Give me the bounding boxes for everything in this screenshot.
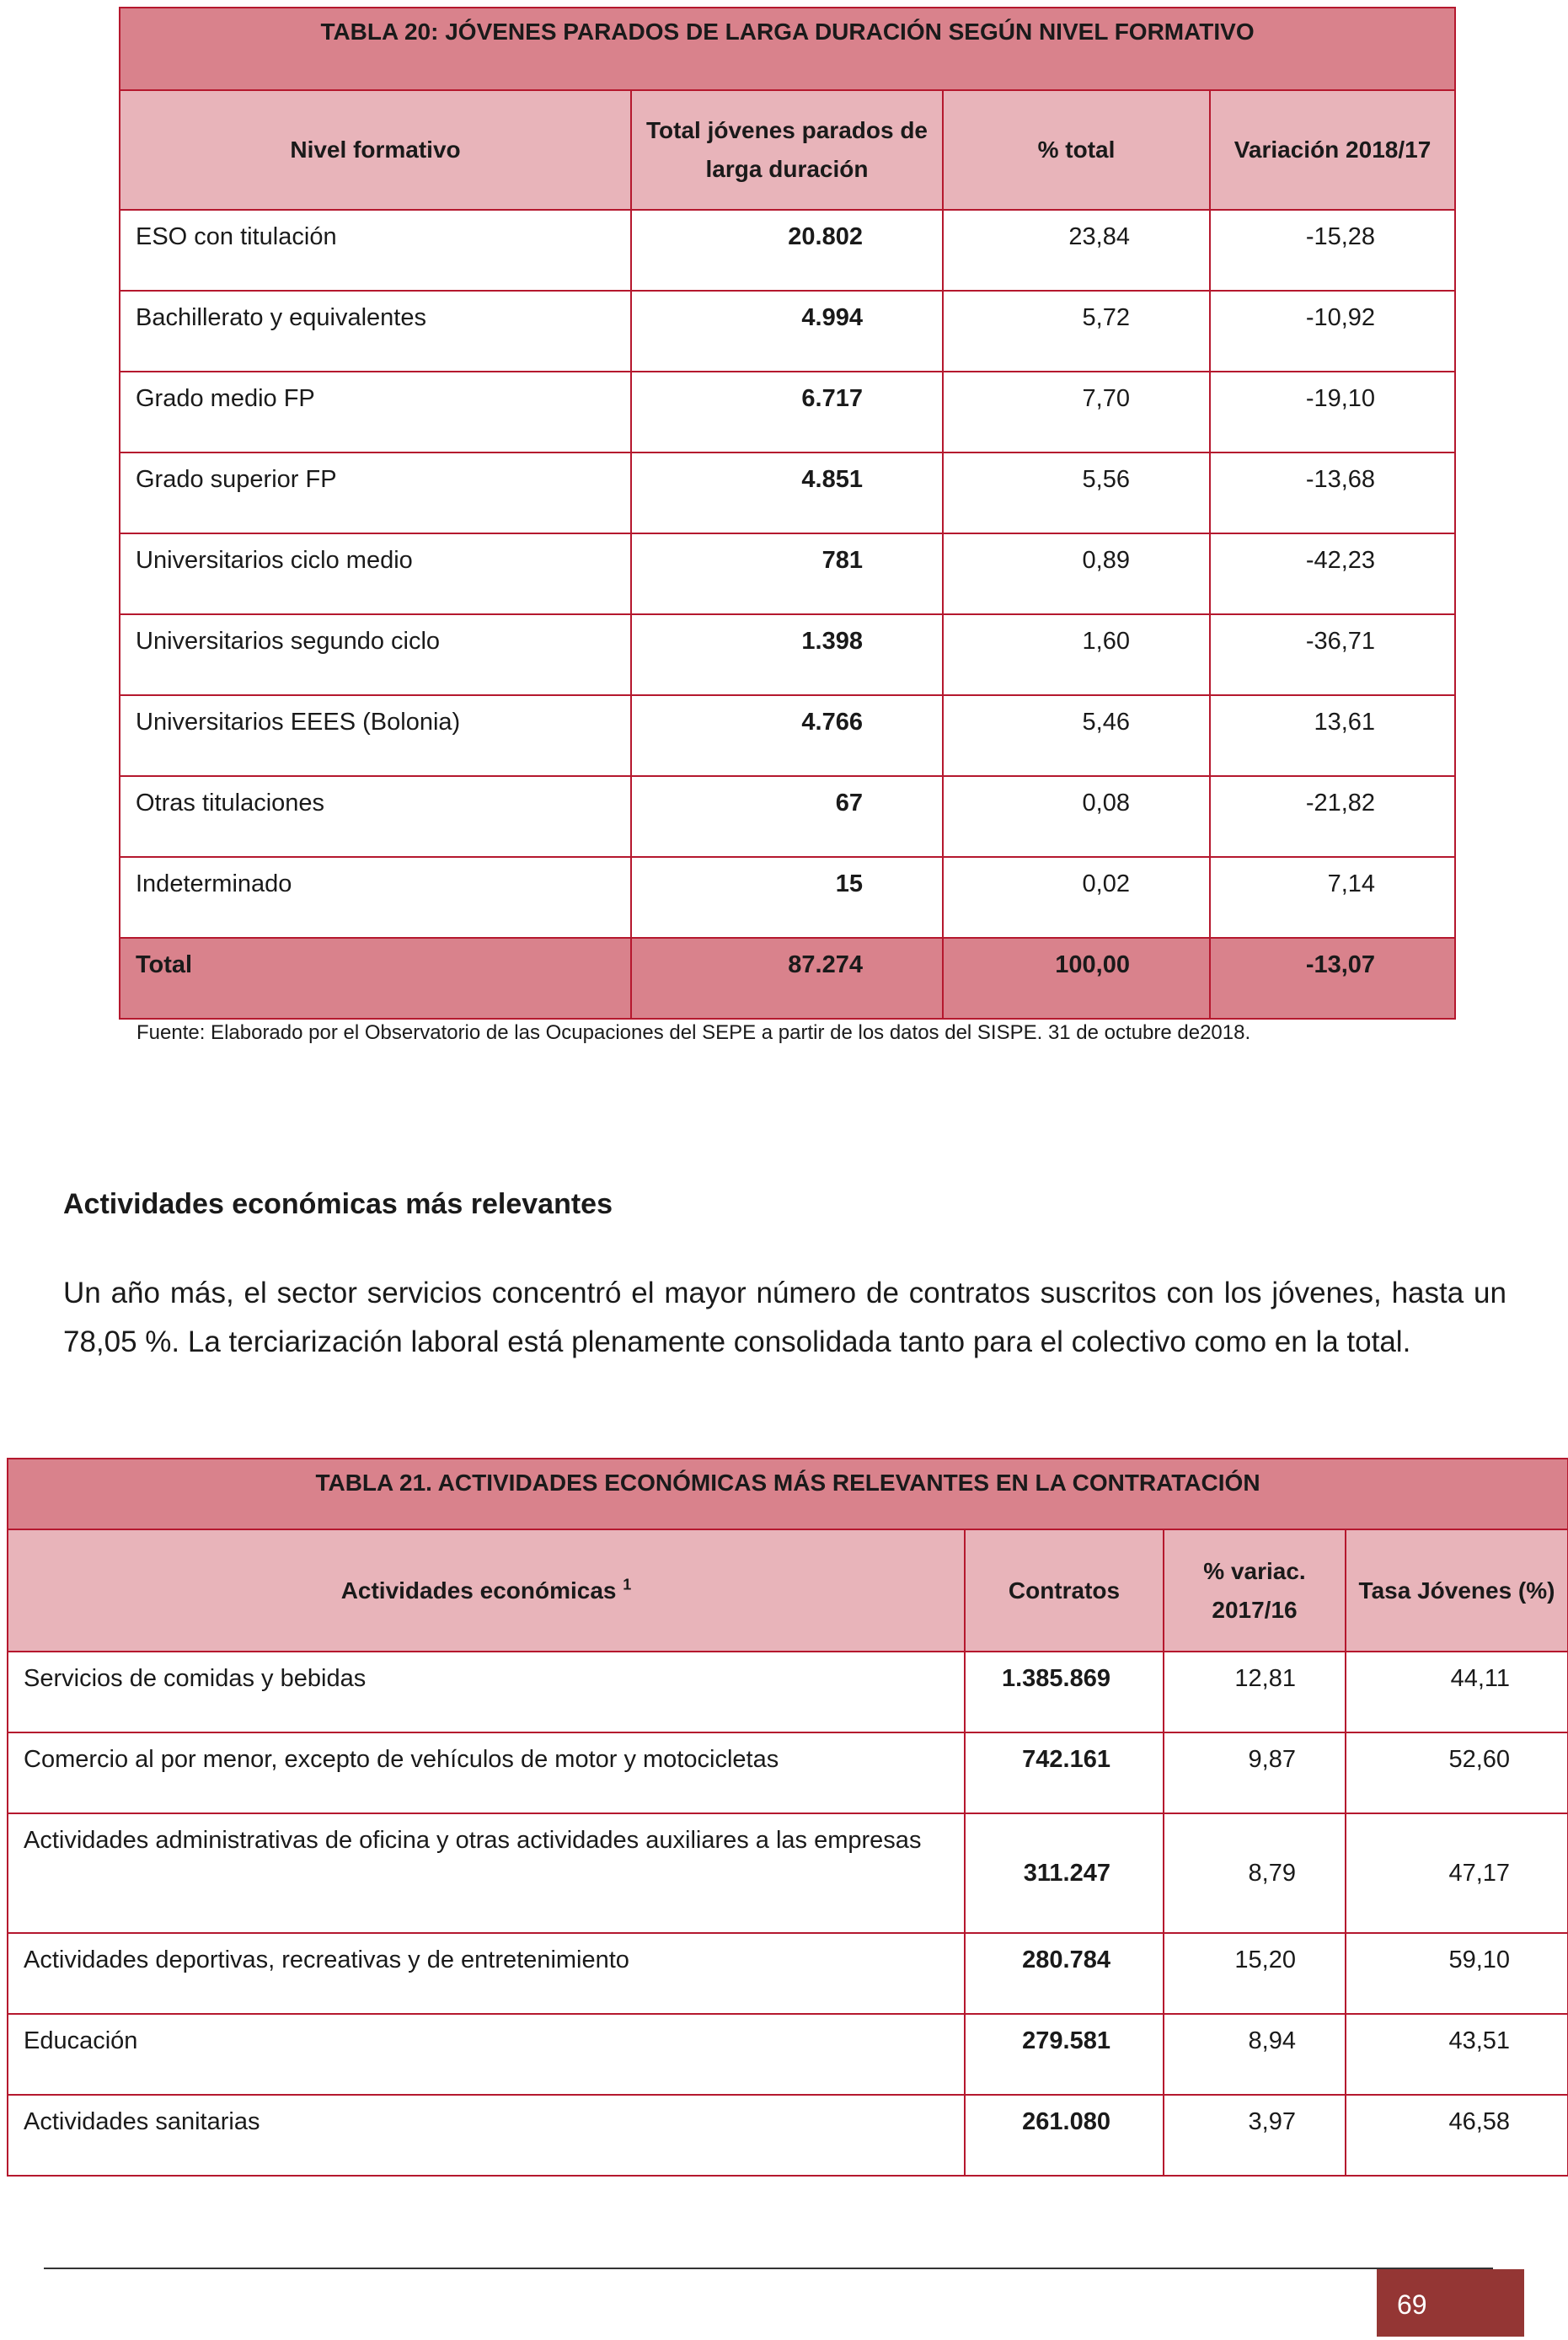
table-21-header-contratos: Contratos: [965, 1529, 1164, 1652]
table-row: [8, 2095, 1568, 2176]
row-pct: 1,60: [943, 614, 1210, 695]
row-total: 20.802: [631, 210, 943, 291]
table-21: [7, 1458, 1568, 2177]
row-pct: 0,08: [943, 776, 1210, 857]
table-row: [120, 857, 1455, 938]
table-row: [8, 1652, 1568, 1732]
row-pct: 0,02: [943, 857, 1210, 938]
row-contratos: 261.080: [965, 2095, 1164, 2176]
footnote-marker: 1: [623, 1576, 632, 1593]
row-contratos: 280.784: [965, 1933, 1164, 2014]
table-row: [120, 776, 1455, 857]
total-pct: 100,00: [943, 938, 1210, 1019]
row-pct: 5,72: [943, 291, 1210, 372]
table-row: [120, 533, 1455, 614]
row-variac: 8,79: [1164, 1813, 1346, 1933]
row-contratos: 279.581: [965, 2014, 1164, 2095]
table-21-header-actividades-label: Actividades económicas: [340, 1577, 617, 1604]
row-pct: 5,56: [943, 452, 1210, 533]
table-20-header-var: Variación 2018/17: [1210, 90, 1455, 210]
row-label: Grado superior FP: [120, 452, 631, 533]
table-20: [119, 7, 1456, 1020]
table-21-header-actividades: [8, 1529, 965, 1652]
row-pct: 7,70: [943, 372, 1210, 452]
row-variac: 9,87: [1164, 1732, 1346, 1813]
row-activity: Educación: [8, 2014, 965, 2095]
row-label: Indeterminado: [120, 857, 631, 938]
table-21-header-tasa: Tasa Jóvenes (%): [1346, 1529, 1568, 1652]
row-contratos: 742.161: [965, 1732, 1164, 1813]
row-label: Otras titulaciones: [120, 776, 631, 857]
section-heading: Actividades económicas más relevantes: [63, 1188, 613, 1220]
row-total: 15: [631, 857, 943, 938]
row-variation: -36,71: [1210, 614, 1455, 695]
row-total: 4.766: [631, 695, 943, 776]
row-label: Grado medio FP: [120, 372, 631, 452]
row-total: 6.717: [631, 372, 943, 452]
table-20-source: Fuente: Elaborado por el Observatorio de las Ocupaciones del SEPE a partir de los datos del SISPE. 31 de octubre de2018.: [136, 1021, 1251, 1044]
row-variation: 7,14: [1210, 857, 1455, 938]
table-row: [120, 210, 1455, 291]
row-contratos: 311.247: [965, 1813, 1164, 1933]
section-paragraph: Un año más, el sector servicios concentró el mayor número de contratos suscritos con los jóvenes, hasta un 78,05 %. La terciarización laboral está plenamente consolidada tanto para el colectivo como en la total.: [63, 1277, 1506, 1358]
row-label: Universitarios ciclo medio: [120, 533, 631, 614]
row-contratos: 1.385.869: [965, 1652, 1164, 1732]
row-total: 1.398: [631, 614, 943, 695]
table-20-header-total: Total jóvenes parados de larga duración: [631, 90, 943, 210]
table-row: [120, 614, 1455, 695]
table-row: [120, 372, 1455, 452]
row-variation: -15,28: [1210, 210, 1455, 291]
table-row: [8, 1933, 1568, 2014]
row-activity: Actividades administrativas de oficina y otras actividades auxiliares a las empresas: [8, 1813, 965, 1933]
row-label: Universitarios segundo ciclo: [120, 614, 631, 695]
total-value: 87.274: [631, 938, 943, 1019]
row-activity: Actividades sanitarias: [8, 2095, 965, 2176]
row-tasa: 46,58: [1346, 2095, 1568, 2176]
row-activity: Servicios de comidas y bebidas: [8, 1652, 965, 1732]
row-variation: -21,82: [1210, 776, 1455, 857]
row-variation: -42,23: [1210, 533, 1455, 614]
table-row: [8, 1732, 1568, 1813]
row-label: Universitarios EEES (Bolonia): [120, 695, 631, 776]
row-variac: 12,81: [1164, 1652, 1346, 1732]
row-label: Bachillerato y equivalentes: [120, 291, 631, 372]
row-pct: 5,46: [943, 695, 1210, 776]
page-number: 69: [1377, 2269, 1524, 2337]
row-variac: 15,20: [1164, 1933, 1346, 2014]
table-20-header-nivel: Nivel formativo: [120, 90, 631, 210]
row-variation: -13,68: [1210, 452, 1455, 533]
table-row: [8, 2014, 1568, 2095]
row-tasa: 44,11: [1346, 1652, 1568, 1732]
table-21-header-variac: % variac. 2017/16: [1164, 1529, 1346, 1652]
row-tasa: 59,10: [1346, 1933, 1568, 2014]
total-label: Total: [120, 938, 631, 1019]
table-row: [120, 452, 1455, 533]
row-tasa: 47,17: [1346, 1813, 1568, 1933]
row-tasa: 43,51: [1346, 2014, 1568, 2095]
row-variation: -19,10: [1210, 372, 1455, 452]
row-pct: 0,89: [943, 533, 1210, 614]
row-variation: 13,61: [1210, 695, 1455, 776]
table-total-row: [120, 938, 1455, 1019]
row-variac: 8,94: [1164, 2014, 1346, 2095]
row-activity: Actividades deportivas, recreativas y de entretenimiento: [8, 1933, 965, 2014]
total-variation: -13,07: [1210, 938, 1455, 1019]
row-variac: 3,97: [1164, 2095, 1346, 2176]
table-row: [120, 695, 1455, 776]
row-total: 781: [631, 533, 943, 614]
row-activity: Comercio al por menor, excepto de vehículos de motor y motocicletas: [8, 1732, 965, 1813]
row-pct: 23,84: [943, 210, 1210, 291]
row-tasa: 52,60: [1346, 1732, 1568, 1813]
row-variation: -10,92: [1210, 291, 1455, 372]
row-label: ESO con titulación: [120, 210, 631, 291]
row-total: 67: [631, 776, 943, 857]
table-row: [120, 291, 1455, 372]
row-total: 4.994: [631, 291, 943, 372]
footer-divider: [44, 2268, 1493, 2269]
table-row: [8, 1813, 1568, 1933]
table-21-title: TABLA 21. ACTIVIDADES ECONÓMICAS MÁS RELEVANTES EN LA CONTRATACIÓN: [8, 1459, 1568, 1529]
table-20-header-pct: % total: [943, 90, 1210, 210]
row-total: 4.851: [631, 452, 943, 533]
table-20-title: TABLA 20: JÓVENES PARADOS DE LARGA DURACIÓN SEGÚN NIVEL FORMATIVO: [120, 8, 1455, 90]
